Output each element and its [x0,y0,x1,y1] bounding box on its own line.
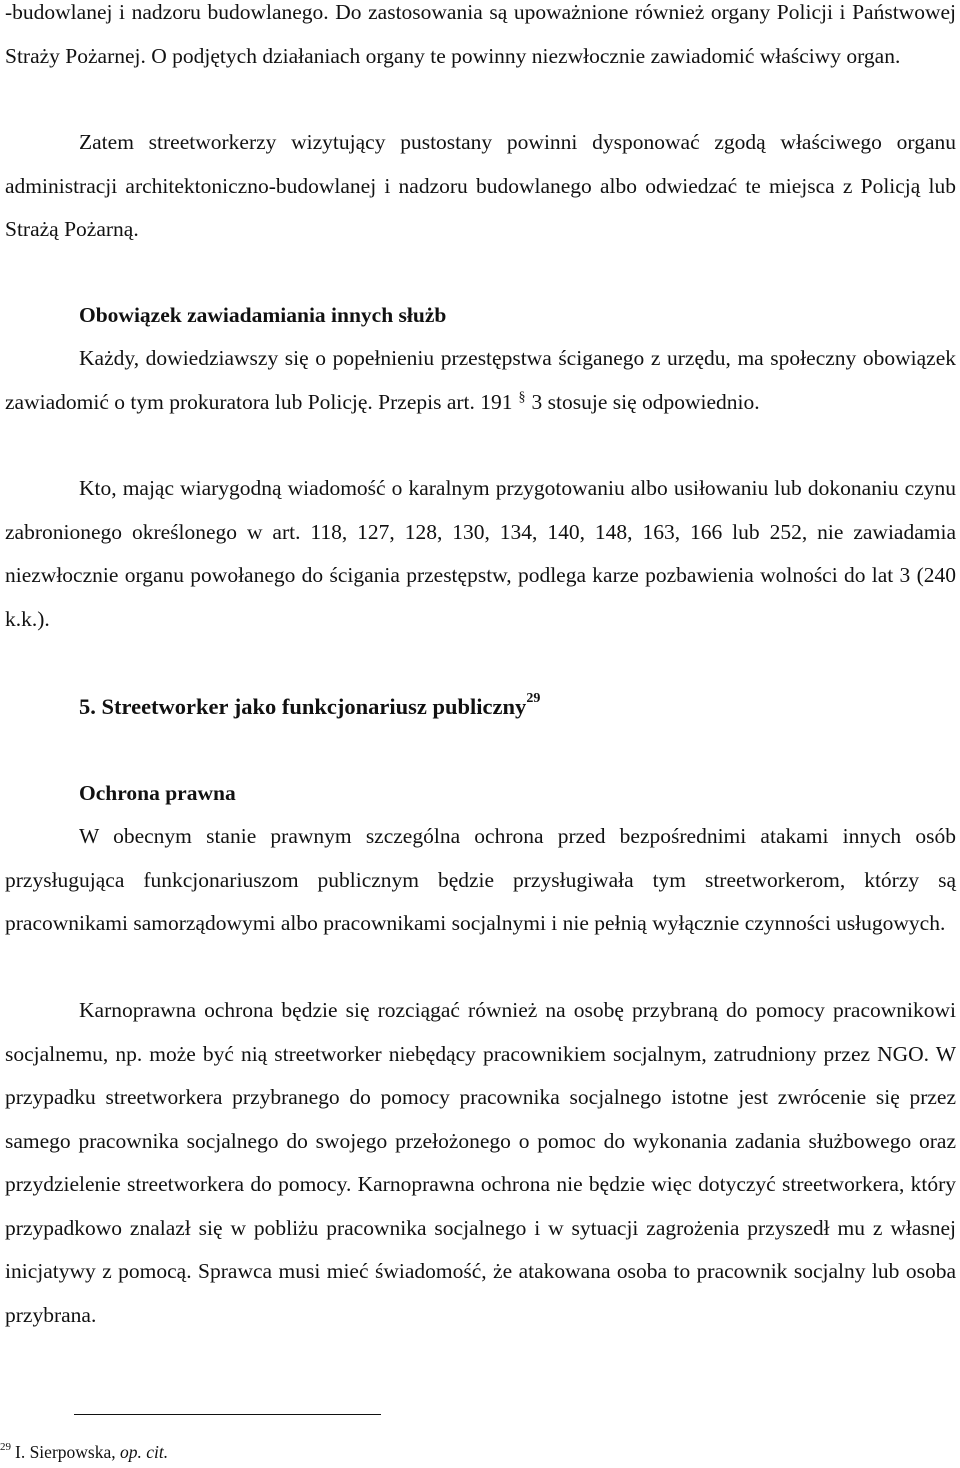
footnote-divider [74,1414,381,1415]
paragraph-crime-report-duty [5,337,956,424]
section-title-text: 5. Streetworker jako funkcjonariusz publiczny [79,694,527,719]
footnote-reference[interactable]: 29 [526,691,541,706]
paragraph-crime-report-text: Każdy, dowiedziawszy się o popełnieniu przestępstwa ściganego z urzędu, ma społeczny obowiązek zawiadomić o tym prokuratora lub Policję. Przepis art. 191 [5,346,956,414]
footnote-author: I. Sierpowska, [15,1442,120,1462]
paragraph-criminal-protection: Karnoprawna ochrona będzie się rozciągać również na osobę przybraną do pomocy pracownikowi socjalnemu, np. może być nią streetworker niebędący pracownikiem socjalnym, zatrudniony przez NGO. W przypadku streetworkera przybranego do pomocy pracownika socjalnego istotne jest zwrócenie się przez samego pracownika socjalnego do swojego przełożonego o pomoc do wykonania zadania służbowego oraz przydzielenie streetworkera do pomocy. Karnoprawna ochrona nie będzie więc dotyczyć streetworkera, który przypadkowo znalazł się w pobliżu pracownika socjalnego i w sytuacji zagrożenia przyszedł mu z własnej inicjatywy z pomocą. Sprawca musi mieć świadomość, że atakowana osoba to pracownik socjalny lub osoba przybrana. [5,998,956,1327]
footnote-citation: op. cit. [119,1442,169,1462]
paragraph-penalty: Kto, mając wiarygodną wiadomość o karalnym przygotowaniu albo usiłowaniu lub dokonaniu czynu zabronionego określonego w art. 118, 127, 128, 130, 134, 140, 148, 163, 166 lub 252, nie zawiadamia niezwłocznie organu powołanego do ścigania przestępstw, podlega karze pozbawienia wolności do lat 3 (240 k.k.). [5,476,956,631]
paragraph-streetworkers-consent: Zatem streetworkerzy wizytujący pustostany powinni dysponować zgodą właściwego organu administracji architektoniczno-budowlanej i nadzoru budowlanego albo odwiedzać te miejsca z Policją lub Strażą Pożarną. [5,130,956,241]
footnote-number: 29 [0,1441,11,1453]
heading-notification-duty: Obowiązek zawiadamiania innych służb [79,303,447,327]
paragraph-crime-report-tail: 3 stosuje się odpowiednio. [531,389,760,414]
section-title [79,685,540,729]
heading-legal-protection: Ochrona prawna [79,781,236,805]
section-symbol: § [518,389,526,405]
paragraph-current-law: W obecnym stanie prawnym szczególna ochrona przed bezpośrednimi atakami innych osób przysługująca funkcjonariuszom publicznym będzie przysługiwała tym streetworkerom, którzy są pracownikami samorządowymi albo pracownikami socjalnymi i nie pełnią wyłącznie czynności usługowych. [5,824,956,935]
footnote [0,1438,168,1466]
paragraph-continued: -budowlanej i nadzoru budowlanego. Do zastosowania są upoważnione również organy Policji i Państwowej Straży Pożarnej. O podjętych działaniach organy te powinny niezwłocznie zawiadomić właściwy organ. [5,0,956,68]
